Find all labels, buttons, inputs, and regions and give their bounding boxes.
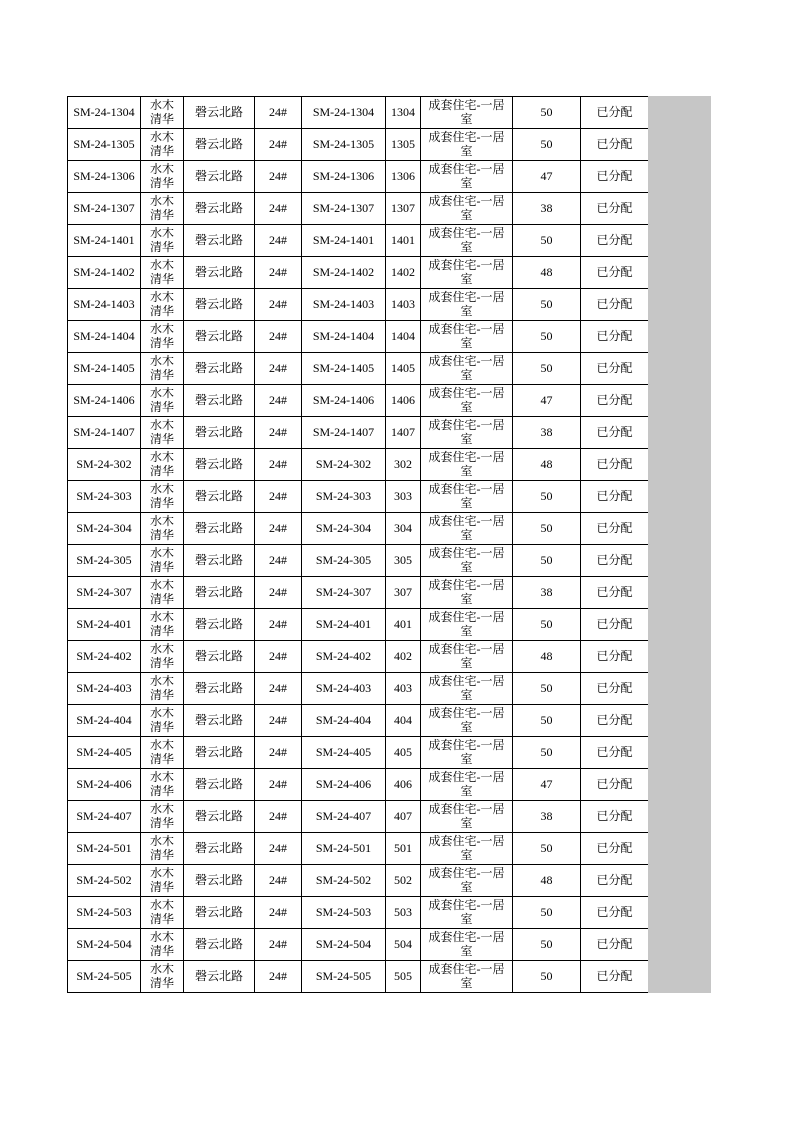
cell-status: 已分配	[581, 129, 649, 161]
cell-area: 48	[513, 449, 581, 481]
table-row	[68, 449, 649, 481]
cell-estate-name: 水木清华	[141, 129, 184, 161]
cell-building-no: 24#	[255, 289, 302, 321]
cell-room-no: 407	[386, 801, 421, 833]
cell-building-no: 24#	[255, 673, 302, 705]
cell-unit-type: 成套住宅-一居室	[421, 161, 513, 193]
cell-room-no: 303	[386, 481, 421, 513]
cell-room-no: 503	[386, 897, 421, 929]
cell-estate-name: 水木清华	[141, 513, 184, 545]
cell-unit-code-repeat: SM-24-1404	[302, 321, 386, 353]
cell-status: 已分配	[581, 673, 649, 705]
cell-unit-type: 成套住宅-一居室	[421, 577, 513, 609]
cell-road-name: 磬云北路	[184, 481, 255, 513]
cell-building-no: 24#	[255, 321, 302, 353]
cell-area: 38	[513, 801, 581, 833]
cell-room-no: 406	[386, 769, 421, 801]
cell-unit-code: SM-24-504	[68, 929, 141, 961]
cell-area: 47	[513, 385, 581, 417]
cell-unit-code: SM-24-1306	[68, 161, 141, 193]
cell-unit-type: 成套住宅-一居室	[421, 193, 513, 225]
cell-estate-name: 水木清华	[141, 385, 184, 417]
table-row	[68, 705, 649, 737]
table-row	[68, 545, 649, 577]
cell-building-no: 24#	[255, 705, 302, 737]
cell-status: 已分配	[581, 897, 649, 929]
cell-estate-name: 水木清华	[141, 801, 184, 833]
table-row	[68, 609, 649, 641]
cell-building-no: 24#	[255, 97, 302, 129]
cell-area: 50	[513, 353, 581, 385]
cell-area: 50	[513, 833, 581, 865]
table-row	[68, 193, 649, 225]
cell-unit-type: 成套住宅-一居室	[421, 801, 513, 833]
cell-room-no: 1304	[386, 97, 421, 129]
cell-unit-code-repeat: SM-24-502	[302, 865, 386, 897]
cell-estate-name: 水木清华	[141, 353, 184, 385]
cell-status: 已分配	[581, 865, 649, 897]
cell-area: 38	[513, 417, 581, 449]
cell-area: 50	[513, 545, 581, 577]
cell-status: 已分配	[581, 385, 649, 417]
cell-room-no: 304	[386, 513, 421, 545]
cell-road-name: 磬云北路	[184, 97, 255, 129]
cell-room-no: 1403	[386, 289, 421, 321]
cell-road-name: 磬云北路	[184, 385, 255, 417]
cell-unit-code-repeat: SM-24-1304	[302, 97, 386, 129]
cell-unit-code-repeat: SM-24-407	[302, 801, 386, 833]
cell-estate-name: 水木清华	[141, 97, 184, 129]
cell-status: 已分配	[581, 257, 649, 289]
cell-unit-code-repeat: SM-24-1306	[302, 161, 386, 193]
cell-room-no: 401	[386, 609, 421, 641]
cell-unit-code: SM-24-1407	[68, 417, 141, 449]
cell-building-no: 24#	[255, 481, 302, 513]
cell-estate-name: 水木清华	[141, 961, 184, 993]
cell-unit-type: 成套住宅-一居室	[421, 545, 513, 577]
cell-estate-name: 水木清华	[141, 545, 184, 577]
cell-unit-type: 成套住宅-一居室	[421, 513, 513, 545]
cell-unit-code-repeat: SM-24-404	[302, 705, 386, 737]
table-row	[68, 513, 649, 545]
cell-building-no: 24#	[255, 353, 302, 385]
cell-building-no: 24#	[255, 897, 302, 929]
table-row	[68, 481, 649, 513]
cell-building-no: 24#	[255, 865, 302, 897]
cell-room-no: 501	[386, 833, 421, 865]
table-row	[68, 225, 649, 257]
cell-unit-code: SM-24-1307	[68, 193, 141, 225]
cell-unit-code: SM-24-1405	[68, 353, 141, 385]
cell-area: 50	[513, 225, 581, 257]
cell-road-name: 磬云北路	[184, 193, 255, 225]
table-row	[68, 289, 649, 321]
cell-estate-name: 水木清华	[141, 641, 184, 673]
cell-area: 50	[513, 97, 581, 129]
cell-status: 已分配	[581, 97, 649, 129]
cell-building-no: 24#	[255, 577, 302, 609]
cell-road-name: 磬云北路	[184, 449, 255, 481]
cell-unit-code: SM-24-505	[68, 961, 141, 993]
cell-unit-code: SM-24-304	[68, 513, 141, 545]
cell-unit-type: 成套住宅-一居室	[421, 417, 513, 449]
cell-room-no: 403	[386, 673, 421, 705]
cell-room-no: 1405	[386, 353, 421, 385]
cell-unit-code: SM-24-407	[68, 801, 141, 833]
cell-unit-type: 成套住宅-一居室	[421, 609, 513, 641]
cell-area: 47	[513, 769, 581, 801]
cell-unit-type: 成套住宅-一居室	[421, 385, 513, 417]
table-row	[68, 865, 649, 897]
cell-status: 已分配	[581, 321, 649, 353]
cell-unit-code: SM-24-503	[68, 897, 141, 929]
cell-unit-code-repeat: SM-24-307	[302, 577, 386, 609]
cell-status: 已分配	[581, 769, 649, 801]
cell-unit-code-repeat: SM-24-504	[302, 929, 386, 961]
cell-unit-code: SM-24-403	[68, 673, 141, 705]
cell-area: 50	[513, 705, 581, 737]
cell-status: 已分配	[581, 481, 649, 513]
cell-estate-name: 水木清华	[141, 769, 184, 801]
cell-unit-code-repeat: SM-24-305	[302, 545, 386, 577]
cell-estate-name: 水木清华	[141, 161, 184, 193]
table-row	[68, 769, 649, 801]
cell-estate-name: 水木清华	[141, 193, 184, 225]
cell-road-name: 磬云北路	[184, 417, 255, 449]
cell-road-name: 磬云北路	[184, 897, 255, 929]
cell-unit-code: SM-24-1403	[68, 289, 141, 321]
cell-status: 已分配	[581, 961, 649, 993]
cell-estate-name: 水木清华	[141, 673, 184, 705]
cell-status: 已分配	[581, 705, 649, 737]
cell-building-no: 24#	[255, 129, 302, 161]
cell-unit-type: 成套住宅-一居室	[421, 257, 513, 289]
table-row	[68, 161, 649, 193]
cell-unit-code: SM-24-1406	[68, 385, 141, 417]
cell-room-no: 404	[386, 705, 421, 737]
cell-status: 已分配	[581, 577, 649, 609]
cell-building-no: 24#	[255, 225, 302, 257]
cell-unit-code: SM-24-1404	[68, 321, 141, 353]
cell-road-name: 磬云北路	[184, 833, 255, 865]
table-row	[68, 385, 649, 417]
cell-room-no: 307	[386, 577, 421, 609]
cell-building-no: 24#	[255, 161, 302, 193]
cell-area: 50	[513, 673, 581, 705]
cell-status: 已分配	[581, 193, 649, 225]
table-row	[68, 961, 649, 993]
cell-road-name: 磬云北路	[184, 961, 255, 993]
cell-area: 50	[513, 513, 581, 545]
cell-area: 50	[513, 481, 581, 513]
cell-unit-code-repeat: SM-24-1403	[302, 289, 386, 321]
cell-unit-type: 成套住宅-一居室	[421, 673, 513, 705]
cell-estate-name: 水木清华	[141, 417, 184, 449]
cell-area: 48	[513, 641, 581, 673]
cell-estate-name: 水木清华	[141, 737, 184, 769]
cell-road-name: 磬云北路	[184, 641, 255, 673]
cell-road-name: 磬云北路	[184, 577, 255, 609]
housing-allocation-table	[67, 96, 649, 993]
cell-unit-code-repeat: SM-24-503	[302, 897, 386, 929]
cell-unit-code-repeat: SM-24-1402	[302, 257, 386, 289]
cell-road-name: 磬云北路	[184, 705, 255, 737]
cell-room-no: 505	[386, 961, 421, 993]
cell-room-no: 502	[386, 865, 421, 897]
cell-unit-code-repeat: SM-24-1401	[302, 225, 386, 257]
cell-unit-type: 成套住宅-一居室	[421, 481, 513, 513]
table-row	[68, 801, 649, 833]
cell-unit-code: SM-24-1401	[68, 225, 141, 257]
table-row	[68, 353, 649, 385]
cell-estate-name: 水木清华	[141, 609, 184, 641]
cell-road-name: 磬云北路	[184, 321, 255, 353]
cell-room-no: 1407	[386, 417, 421, 449]
cell-unit-type: 成套住宅-一居室	[421, 929, 513, 961]
cell-estate-name: 水木清华	[141, 705, 184, 737]
cell-area: 50	[513, 961, 581, 993]
cell-room-no: 302	[386, 449, 421, 481]
cell-unit-code: SM-24-502	[68, 865, 141, 897]
cell-unit-type: 成套住宅-一居室	[421, 225, 513, 257]
cell-room-no: 1305	[386, 129, 421, 161]
cell-unit-type: 成套住宅-一居室	[421, 769, 513, 801]
cell-building-no: 24#	[255, 193, 302, 225]
cell-road-name: 磬云北路	[184, 225, 255, 257]
cell-road-name: 磬云北路	[184, 673, 255, 705]
cell-road-name: 磬云北路	[184, 545, 255, 577]
cell-status: 已分配	[581, 289, 649, 321]
cell-estate-name: 水木清华	[141, 897, 184, 929]
cell-unit-code-repeat: SM-24-405	[302, 737, 386, 769]
cell-status: 已分配	[581, 609, 649, 641]
cell-unit-type: 成套住宅-一居室	[421, 865, 513, 897]
cell-building-no: 24#	[255, 385, 302, 417]
cell-road-name: 磬云北路	[184, 161, 255, 193]
table-row	[68, 737, 649, 769]
cell-unit-code-repeat: SM-24-302	[302, 449, 386, 481]
cell-unit-code: SM-24-501	[68, 833, 141, 865]
cell-building-no: 24#	[255, 417, 302, 449]
cell-status: 已分配	[581, 513, 649, 545]
table-row	[68, 321, 649, 353]
cell-area: 50	[513, 289, 581, 321]
cell-estate-name: 水木清华	[141, 289, 184, 321]
cell-room-no: 1307	[386, 193, 421, 225]
cell-unit-code: SM-24-307	[68, 577, 141, 609]
cell-unit-code: SM-24-1305	[68, 129, 141, 161]
cell-unit-type: 成套住宅-一居室	[421, 705, 513, 737]
cell-road-name: 磬云北路	[184, 257, 255, 289]
cell-unit-code-repeat: SM-24-1307	[302, 193, 386, 225]
cell-estate-name: 水木清华	[141, 321, 184, 353]
cell-room-no: 1404	[386, 321, 421, 353]
cell-room-no: 1402	[386, 257, 421, 289]
cell-building-no: 24#	[255, 545, 302, 577]
cell-status: 已分配	[581, 737, 649, 769]
cell-estate-name: 水木清华	[141, 577, 184, 609]
cell-unit-type: 成套住宅-一居室	[421, 97, 513, 129]
cell-area: 50	[513, 609, 581, 641]
cell-status: 已分配	[581, 801, 649, 833]
cell-building-no: 24#	[255, 513, 302, 545]
cell-road-name: 磬云北路	[184, 609, 255, 641]
cell-building-no: 24#	[255, 929, 302, 961]
cell-road-name: 磬云北路	[184, 737, 255, 769]
cell-estate-name: 水木清华	[141, 257, 184, 289]
cell-area: 38	[513, 577, 581, 609]
cell-room-no: 405	[386, 737, 421, 769]
cell-unit-code-repeat: SM-24-501	[302, 833, 386, 865]
cell-building-no: 24#	[255, 257, 302, 289]
cell-room-no: 1401	[386, 225, 421, 257]
cell-status: 已分配	[581, 161, 649, 193]
cell-status: 已分配	[581, 641, 649, 673]
cell-room-no: 305	[386, 545, 421, 577]
cell-unit-code-repeat: SM-24-1405	[302, 353, 386, 385]
cell-unit-code-repeat: SM-24-1305	[302, 129, 386, 161]
cell-unit-code-repeat: SM-24-304	[302, 513, 386, 545]
cell-status: 已分配	[581, 833, 649, 865]
cell-unit-code-repeat: SM-24-303	[302, 481, 386, 513]
cell-unit-code-repeat: SM-24-505	[302, 961, 386, 993]
table-row	[68, 897, 649, 929]
cell-unit-type: 成套住宅-一居室	[421, 129, 513, 161]
table-row	[68, 417, 649, 449]
cell-status: 已分配	[581, 449, 649, 481]
cell-area: 47	[513, 161, 581, 193]
cell-estate-name: 水木清华	[141, 929, 184, 961]
cell-unit-code-repeat: SM-24-401	[302, 609, 386, 641]
cell-unit-code-repeat: SM-24-406	[302, 769, 386, 801]
cell-status: 已分配	[581, 353, 649, 385]
cell-unit-code: SM-24-406	[68, 769, 141, 801]
cell-unit-code-repeat: SM-24-1407	[302, 417, 386, 449]
cell-road-name: 磬云北路	[184, 801, 255, 833]
cell-building-no: 24#	[255, 609, 302, 641]
cell-building-no: 24#	[255, 833, 302, 865]
cell-unit-code: SM-24-305	[68, 545, 141, 577]
cell-road-name: 磬云北路	[184, 769, 255, 801]
cell-unit-type: 成套住宅-一居室	[421, 641, 513, 673]
cell-area: 50	[513, 897, 581, 929]
cell-building-no: 24#	[255, 641, 302, 673]
cell-building-no: 24#	[255, 449, 302, 481]
cell-road-name: 磬云北路	[184, 513, 255, 545]
table-row	[68, 577, 649, 609]
cell-area: 50	[513, 129, 581, 161]
cell-road-name: 磬云北路	[184, 929, 255, 961]
cell-unit-code-repeat: SM-24-402	[302, 641, 386, 673]
cell-status: 已分配	[581, 929, 649, 961]
table-row	[68, 929, 649, 961]
cell-unit-code: SM-24-405	[68, 737, 141, 769]
cell-estate-name: 水木清华	[141, 865, 184, 897]
table-row	[68, 257, 649, 289]
cell-unit-code: SM-24-302	[68, 449, 141, 481]
cell-unit-code: SM-24-401	[68, 609, 141, 641]
cell-building-no: 24#	[255, 961, 302, 993]
cell-estate-name: 水木清华	[141, 481, 184, 513]
cell-estate-name: 水木清华	[141, 225, 184, 257]
table-row	[68, 641, 649, 673]
cell-unit-type: 成套住宅-一居室	[421, 833, 513, 865]
cell-unit-type: 成套住宅-一居室	[421, 961, 513, 993]
cell-status: 已分配	[581, 417, 649, 449]
cell-unit-code-repeat: SM-24-1406	[302, 385, 386, 417]
cell-building-no: 24#	[255, 769, 302, 801]
cell-area: 50	[513, 737, 581, 769]
cell-road-name: 磬云北路	[184, 353, 255, 385]
cell-road-name: 磬云北路	[184, 129, 255, 161]
cell-room-no: 504	[386, 929, 421, 961]
cell-area: 50	[513, 929, 581, 961]
cell-status: 已分配	[581, 225, 649, 257]
cell-unit-type: 成套住宅-一居室	[421, 449, 513, 481]
cell-unit-code: SM-24-404	[68, 705, 141, 737]
cell-area: 38	[513, 193, 581, 225]
grey-column-overlay	[648, 96, 711, 993]
cell-unit-code: SM-24-1402	[68, 257, 141, 289]
cell-unit-code: SM-24-1304	[68, 97, 141, 129]
cell-unit-code: SM-24-402	[68, 641, 141, 673]
cell-room-no: 1406	[386, 385, 421, 417]
table-row	[68, 833, 649, 865]
cell-unit-code: SM-24-303	[68, 481, 141, 513]
table-row	[68, 129, 649, 161]
cell-unit-type: 成套住宅-一居室	[421, 737, 513, 769]
cell-area: 48	[513, 257, 581, 289]
cell-road-name: 磬云北路	[184, 289, 255, 321]
cell-area: 48	[513, 865, 581, 897]
cell-unit-code-repeat: SM-24-403	[302, 673, 386, 705]
table-row	[68, 97, 649, 129]
cell-unit-type: 成套住宅-一居室	[421, 321, 513, 353]
table-row	[68, 673, 649, 705]
cell-estate-name: 水木清华	[141, 833, 184, 865]
cell-estate-name: 水木清华	[141, 449, 184, 481]
cell-room-no: 402	[386, 641, 421, 673]
cell-building-no: 24#	[255, 737, 302, 769]
table-body	[68, 97, 649, 993]
cell-unit-type: 成套住宅-一居室	[421, 289, 513, 321]
cell-unit-type: 成套住宅-一居室	[421, 897, 513, 929]
cell-road-name: 磬云北路	[184, 865, 255, 897]
cell-unit-type: 成套住宅-一居室	[421, 353, 513, 385]
cell-room-no: 1306	[386, 161, 421, 193]
cell-building-no: 24#	[255, 801, 302, 833]
cell-area: 50	[513, 321, 581, 353]
cell-status: 已分配	[581, 545, 649, 577]
